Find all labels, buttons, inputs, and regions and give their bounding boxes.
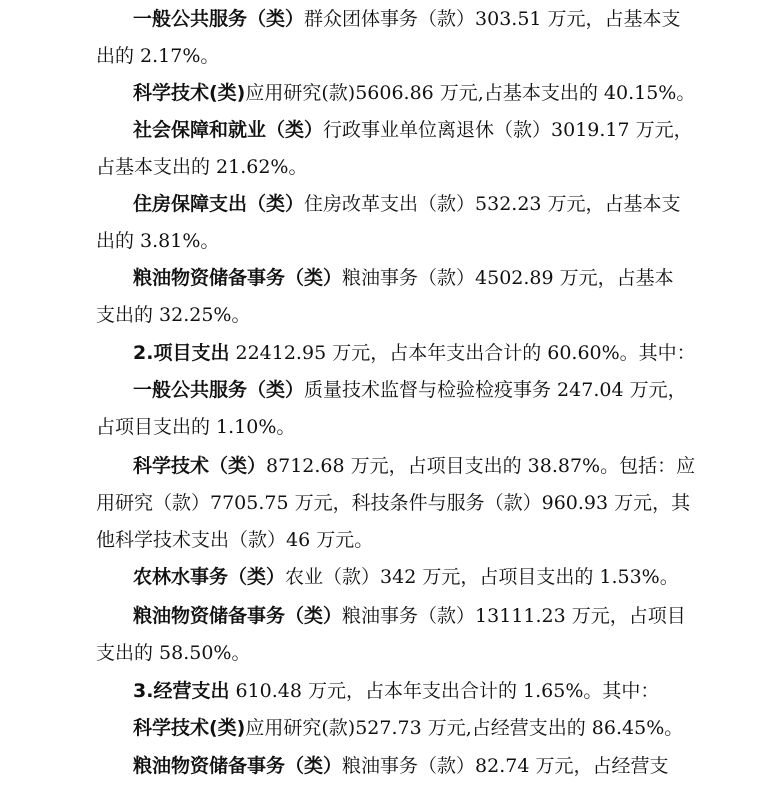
para-continuation: [96, 152, 736, 182]
body-text: 出的 2.17%。: [96, 45, 220, 67]
category-heading: 粮油物资储备事务（类）: [133, 267, 343, 289]
section-operating-expenditure: [133, 676, 733, 706]
body-text: 应用研究(款)5606.86 万元,占基本支出的 40.15%。: [245, 82, 696, 104]
section-heading: 2.项目支出: [133, 342, 230, 364]
para-continuation: [96, 525, 736, 555]
category-heading: 科学技术(类): [133, 82, 246, 104]
body-text: 占项目支出的 1.10%。: [96, 416, 296, 438]
body-text: 粮油事务（款）4502.89 万元，占基本: [342, 267, 674, 289]
para-general-public-services-basic: [133, 4, 733, 34]
category-heading: 社会保障和就业（类）: [133, 119, 324, 141]
body-text: 粮油事务（款）82.74 万元，占经营支: [342, 755, 669, 777]
body-text: 支出的 58.50%。: [96, 642, 251, 664]
body-text: 22412.95 万元，占本年支出合计的 60.60%。其中：: [229, 342, 696, 364]
section-project-expenditure: [133, 338, 733, 368]
body-text: 住房改革支出（款）532.23 万元，占基本支: [304, 193, 681, 215]
body-text: 8712.68 万元，占项目支出的 38.87%。包括：应: [266, 455, 696, 477]
body-text: 出的 3.81%。: [96, 230, 220, 252]
section-heading: 3.经营支出: [133, 680, 230, 702]
para-agriculture-project: [133, 562, 733, 592]
body-text: 群众团体事务（款）303.51 万元，占基本支: [304, 8, 681, 30]
para-continuation: [96, 488, 736, 518]
para-grain-oil-project: [133, 601, 733, 631]
para-general-public-services-project: [133, 375, 733, 405]
body-text: 粮油事务（款）13111.23 万元，占项目: [342, 605, 686, 627]
body-text: 质量技术监督与检验检疫事务 247.04 万元，: [304, 379, 687, 401]
para-continuation: [96, 226, 736, 256]
body-text: 用研究（款）7705.75 万元，科技条件与服务（款）960.93 万元，其: [96, 492, 691, 514]
body-text: 应用研究(款)527.73 万元,占经营支出的 86.45%。: [245, 717, 684, 739]
para-grain-oil-operating: [133, 751, 733, 781]
para-grain-oil-basic: [133, 263, 733, 293]
body-text: 行政事业单位离退休（款）3019.17 万元，: [323, 119, 693, 141]
body-text: 他科学技术支出（款）46 万元。: [96, 529, 374, 551]
para-continuation: [96, 41, 736, 71]
category-heading: 粮油物资储备事务（类）: [133, 605, 343, 627]
para-science-technology-basic: [133, 78, 733, 108]
category-heading: 科学技术（类）: [133, 455, 267, 477]
category-heading: 农林水事务（类）: [133, 566, 286, 588]
category-heading: 科学技术(类): [133, 717, 246, 739]
body-text: 支出的 32.25%。: [96, 304, 251, 326]
para-continuation: [96, 300, 736, 330]
para-continuation: [96, 638, 736, 668]
body-text: 农业（款）342 万元，占项目支出的 1.53%。: [285, 566, 679, 588]
body-text: 占基本支出的 21.62%。: [96, 156, 308, 178]
para-science-technology-project: [133, 451, 733, 481]
category-heading: 一般公共服务（类）: [133, 379, 305, 401]
para-housing-basic: [133, 189, 733, 219]
category-heading: 住房保障支出（类）: [133, 193, 305, 215]
para-social-security-basic: [133, 115, 733, 145]
para-science-technology-operating: [133, 713, 733, 743]
body-text: 610.48 万元，占本年支出合计的 1.65%。其中：: [229, 680, 660, 702]
category-heading: 一般公共服务（类）: [133, 8, 305, 30]
para-continuation: [96, 412, 736, 442]
category-heading: 粮油物资储备事务（类）: [133, 755, 343, 777]
